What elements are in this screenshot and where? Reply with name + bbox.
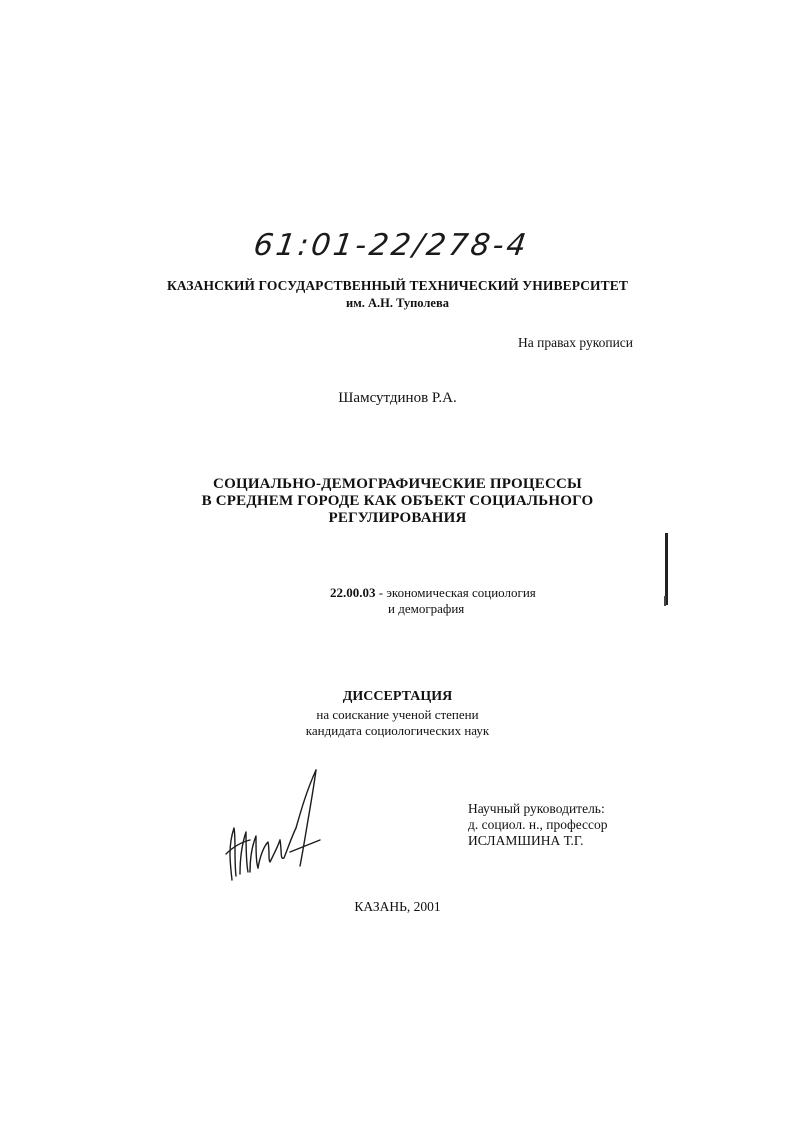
scan-edge-mark-lower — [664, 596, 666, 606]
university-named-after: им. А.Н. Туполева — [346, 296, 449, 310]
author-name: Шамсутдинов Р.А. — [338, 390, 457, 406]
advisor-degree: д. социол. н., профессор — [468, 817, 608, 832]
dissertation-degree-line2: кандидата социологических наук — [305, 723, 490, 738]
dissertation-heading: ДИССЕРТАЦИЯ — [342, 689, 453, 704]
title-line-3: РЕГУЛИРОВАНИЯ — [328, 510, 467, 526]
title-line-1: СОЦИАЛЬНО-ДЕМОГРАФИЧЕСКИЕ ПРОЦЕССЫ — [213, 476, 582, 492]
specialty-name-line2: и демография — [388, 601, 465, 616]
signature — [220, 762, 330, 887]
advisor-name: ИСЛАМШИНА Т.Г. — [468, 833, 584, 848]
title-line-2: В СРЕДНЕМ ГОРОДЕ КАК ОБЪЕКТ СОЦИАЛЬНОГО — [201, 493, 594, 509]
specialty-name-line1: экономическая социология — [386, 585, 536, 600]
scan-edge-mark — [665, 533, 668, 605]
specialty-code: 22.00.03 — [330, 585, 376, 600]
dissertation-title — [0, 476, 795, 527]
specialty — [330, 585, 536, 601]
specialty-separator: - — [375, 585, 387, 600]
advisor-label: Научный руководитель: — [468, 801, 605, 816]
manuscript-rights: На правах рукописи — [518, 335, 634, 350]
university-name: КАЗАНСКИЙ ГОСУДАРСТВЕННЫЙ ТЕХНИЧЕСКИЙ УНИВЕРСИТЕТ — [167, 278, 628, 293]
archive-code: 61:01-22/278-4 — [251, 228, 532, 263]
dissertation-degree-line1: на соискание ученой степени — [316, 707, 479, 722]
city-year: КАЗАНЬ, 2001 — [354, 899, 441, 914]
